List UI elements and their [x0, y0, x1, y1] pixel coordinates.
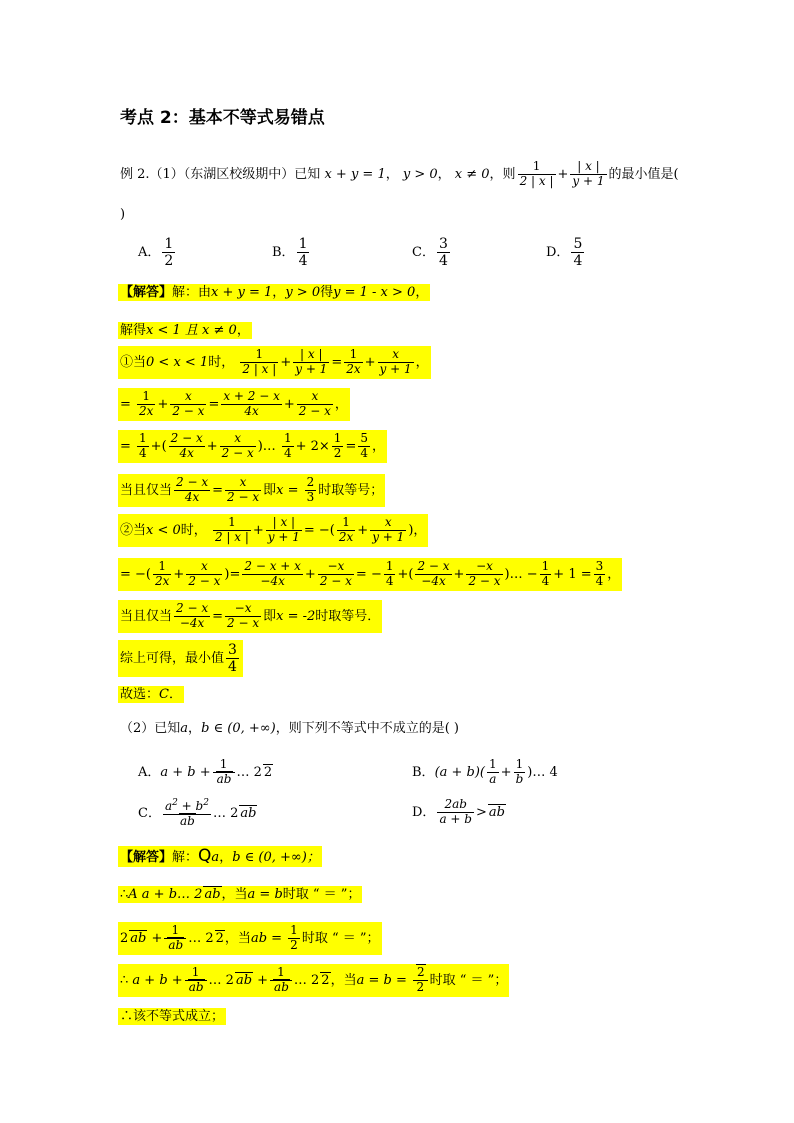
because-symbol: Q — [198, 846, 212, 866]
case1-frac-c: $\frac{1}{2x}$ — [346, 347, 361, 376]
q2-intro: （2）已知 — [120, 721, 181, 736]
c2s2-frac-h: $\frac{1}{4}$ — [541, 559, 550, 588]
case-2-equality: 当且仅当 $\frac{2 - x}{-4x}$ = $\frac{-x}{2 - x}$ 即x = -2时取等号． — [118, 600, 382, 633]
jie-text-2: 解： — [172, 850, 199, 865]
s2l4-frac-a: $\frac{1}{ab}$ — [185, 966, 207, 995]
option-c — [412, 236, 452, 269]
solution-2-line-4: ∴ a + b + $\frac{1}{ab}$ … 2 ab + $\frac{1}{ab}$ … 2 2，当a = b = $\frac{2}{2}$ 时取 “ ＝ ”； — [118, 964, 509, 997]
q2-option-c-letter: C． — [138, 805, 161, 821]
c2s2-frac-g: $\frac{-x}{2 - x}$ — [468, 559, 501, 588]
case-1-step-3: = $\frac{1}{4}$ +( $\frac{2 - x}{4x}$ + $\frac{x}{2 - x}$ )… $\frac{1}{4}$ + 2× $\frac{1}{2}$ = $\frac{5}{4}$ ， — [118, 430, 387, 463]
cond1: a = b — [247, 887, 283, 902]
s2l3-frac-a: $\frac{1}{ab}$ — [164, 924, 186, 953]
c2s2-frac-b: $\frac{x}{2 - x}$ — [188, 559, 221, 588]
section-heading: 考点 2：基本不等式易错点 — [120, 108, 325, 128]
step3-frac-d: $\frac{1}{4}$ — [283, 431, 292, 460]
cond2: ab = — [250, 930, 287, 946]
eq1-ji: 即 — [263, 482, 277, 498]
solution-2-line-1: 【解答】解：Qa，b ∈ (0, +∞)； — [120, 846, 320, 866]
q2-option-a: A．a + b + $\frac{1}{ab}$ … 2 2 — [138, 757, 273, 786]
option-a-value: $\frac{1}{2}$ — [164, 236, 174, 270]
solve-cond: x < 1 且 x ≠ 0 — [146, 323, 237, 338]
case2-frac-b: $\frac{| x |}{y + 1}$ — [267, 515, 300, 544]
example-1-stem: 例 2.（1）（东湖区校级期中）已知 x + y = 1， y > 0， x ≠ 0，则 $\frac{1}{2 | x |}$ + $\frac{| x |}{y + 1}$ 的最小值是( — [120, 159, 679, 188]
choose-letter: C — [159, 687, 169, 702]
case2-frac-a: $\frac{1}{2 | x |}$ — [214, 515, 249, 544]
case1-frac-d: $\frac{x}{y + 1}$ — [379, 347, 412, 376]
then-text: ，则 — [489, 166, 516, 182]
q2b-frac-b: $\frac{1}{b}$ — [515, 757, 524, 786]
eq1-frac-a: $\frac{2 - x}{4x}$ — [176, 475, 209, 504]
case-1-step-2: = $\frac{1}{2x}$ + $\frac{x}{2 - x}$ = $\frac{x + 2 - x}{4x}$ + $\frac{x}{2 - x}$ ， — [118, 388, 350, 421]
eq2-text: 当且仅当 — [120, 608, 173, 624]
eq2-end: 时取等号． — [315, 608, 381, 624]
solution-2-line-2: ∴A a + b… 2 ab，当a = b时取 “ ＝ ”； — [120, 887, 361, 902]
s2-var-a: a — [211, 850, 220, 865]
target-expression-2: $\frac{| x |}{y + 1}$ — [572, 159, 605, 188]
take1: 时取 “ ＝ ”； — [282, 887, 361, 902]
case-1-equality: 当且仅当 $\frac{2 - x}{4x}$ = $\frac{x}{2 - x}$ 即x = $\frac{2}{3}$ 时取等号； — [118, 474, 385, 507]
eq2-frac-a: $\frac{2 - x}{-4x}$ — [176, 601, 209, 630]
eq1-frac-b: $\frac{x}{2 - x}$ — [227, 475, 260, 504]
step3-frac-c: $\frac{x}{2 - x}$ — [221, 431, 254, 460]
case1-label: ①当 — [120, 354, 147, 370]
eq2-ji: 即 — [263, 608, 277, 624]
case-2-step-2: = −( $\frac{1}{2x}$ + $\frac{x}{2 - x}$ )= $\frac{2 - x + x}{-4x}$ + $\frac{-x}{2 - x}$ = − $\frac{1}{4}$ +( $\frac{2 - x}{-4x}$ + $\frac{-x}{2 - x}$ )… − $\frac{1}{4}$ + 1 = $\frac{3}{4}$ ， — [118, 558, 622, 591]
when3: ，当 — [330, 972, 357, 988]
option-d-value: $\frac{5}{4}$ — [573, 236, 583, 270]
q2b-frac-a: $\frac{1}{a}$ — [489, 757, 497, 786]
c2s2-frac-d: $\frac{-x}{2 - x}$ — [319, 559, 352, 588]
q2-var-a: a — [180, 721, 189, 736]
q2-option-d-letter: D． — [412, 804, 436, 820]
summary-text: 综上可得，最小值 — [120, 651, 225, 667]
eq1-end: 时取等号； — [318, 482, 384, 498]
case2-when: 时， — [180, 522, 207, 538]
case2-frac-d: $\frac{x}{y + 1}$ — [372, 515, 405, 544]
solution-2-conclusion: ∴该不等式成立； — [120, 1009, 225, 1024]
option-c-value: $\frac{3}{4}$ — [438, 236, 448, 270]
answer-label-2: 【解答】 — [120, 850, 173, 865]
question-2-stem: （2）已知a，b ∈ (0, +∞)，则下列不等式中不成立的是( ) — [120, 721, 459, 736]
q2-rest: ，则下列不等式中不成立的是( ) — [275, 721, 459, 736]
paren-close: ) — [120, 207, 126, 222]
step2-frac-c: $\frac{x + 2 - x}{4x}$ — [223, 389, 280, 418]
ask-text: 的最小值是( — [608, 166, 679, 182]
option-b-letter: B． — [272, 245, 295, 261]
therefore-2: ∴ — [120, 972, 129, 988]
case-1-line: ①当0 < x < 1时， $\frac{1}{2 | x |}$ + $\frac{| x |}{y + 1}$ = $\frac{1}{2x}$ + $\frac{x}{y + 1}$ ， — [118, 346, 431, 379]
summary-line — [118, 640, 243, 677]
q2-option-c: C． $\frac{a^2 + b^2}{ab}$ … 2 ab — [138, 798, 257, 828]
choose-end: ． — [168, 687, 182, 702]
c2s2-frac-i: $\frac{3}{4}$ — [595, 559, 604, 588]
therefore-1: ∴ — [120, 887, 129, 902]
answer-label: 【解答】 — [120, 285, 173, 300]
case1-frac-b: $\frac{| x |}{y + 1}$ — [295, 347, 328, 376]
example-intro: 例 2.（1）（东湖区校级期中）已知 — [120, 166, 321, 182]
case-2-line: ②当x < 0时， $\frac{1}{2 | x |}$ + $\frac{| x |}{y + 1}$ = −( $\frac{1}{2x}$ + $\frac{x}{y + 1}$ )， — [118, 514, 428, 547]
step3-frac-b: $\frac{2 - x}{4x}$ — [170, 431, 203, 460]
case1-frac-a: $\frac{1}{2 | x |}$ — [242, 347, 277, 376]
summary-value: $\frac{3}{4}$ — [228, 642, 237, 676]
q2-option-a-letter: A． — [138, 764, 161, 780]
eq1-text: 当且仅当 — [120, 482, 173, 498]
y-expr: y = 1 - x > 0 — [333, 285, 416, 300]
eq1-frac-c: $\frac{2}{3}$ — [306, 475, 315, 504]
step2-frac-b: $\frac{x}{2 - x}$ — [172, 389, 205, 418]
c2s2-frac-c: $\frac{2 - x + x}{-4x}$ — [244, 559, 301, 588]
case1-when: 时， — [208, 354, 235, 370]
case2-label: ②当 — [120, 522, 147, 538]
choose-line — [118, 686, 184, 703]
c2s2-frac-f: $\frac{2 - x}{-4x}$ — [417, 559, 450, 588]
eq1-x: x = — [276, 482, 303, 498]
q2-option-b-letter: B． — [412, 764, 435, 780]
q2d-frac: $\frac{2ab}{a + b}$ — [439, 797, 472, 826]
when1: ，当 — [221, 887, 248, 902]
s2l3-frac-b: $\frac{1}{2}$ — [290, 923, 298, 952]
take2: 时取 “ ＝ ”； — [301, 930, 380, 946]
step3-frac-f: $\frac{5}{4}$ — [360, 431, 368, 460]
eq2-x: x = -2 — [276, 608, 316, 624]
option-a-letter: A． — [138, 245, 161, 261]
y-cond: y > 0 — [285, 285, 321, 300]
get-text: 得 — [320, 285, 334, 300]
q2-option-b: B．(a + b)( $\frac{1}{a}$ + $\frac{1}{b}$ )… 4 — [412, 757, 558, 786]
condition-x: x ≠ 0 — [454, 166, 490, 182]
solution-2-line-3: 2 ab + $\frac{1}{ab}$ … 2 2，当ab = $\frac{1}{2}$ 时取 “ ＝ ”； — [118, 922, 382, 955]
condition-sum: x + y = 1 — [324, 166, 386, 182]
target-expression: $\frac{1}{2 | x |}$ — [519, 159, 554, 188]
step2-frac-a: $\frac{1}{2x}$ — [139, 389, 154, 418]
take3: 时取 “ ＝ ”； — [429, 972, 508, 988]
solution-1-line-1: 【解答】解：由x + y = 1，y > 0得y = 1 - x > 0， — [120, 285, 429, 300]
c2s2-frac-e: $\frac{1}{4}$ — [385, 559, 394, 588]
when2: ，当 — [224, 930, 251, 946]
option-b — [272, 236, 311, 269]
case2-cond: x < 0 — [146, 522, 181, 538]
q2-range: b ∈ (0, +∞) — [201, 721, 276, 736]
option-b-value: $\frac{1}{4}$ — [298, 236, 308, 270]
option-c-letter: C． — [412, 245, 435, 261]
solve-text: 解得 — [120, 323, 147, 338]
option-d-letter: D． — [546, 245, 570, 261]
s2-range: b ∈ (0, +∞)； — [232, 850, 320, 865]
step3-frac-e: $\frac{1}{2}$ — [333, 431, 342, 460]
q2c-frac: $\frac{a^2 + b^2}{ab}$ — [164, 798, 209, 828]
case2-frac-c: $\frac{1}{2x}$ — [338, 515, 354, 544]
s2l4-frac-c: $\frac{2}{2}$ — [413, 966, 428, 995]
eq2-frac-b: $\frac{-x}{2 - x}$ — [227, 601, 260, 630]
step3-frac-a: $\frac{1}{4}$ — [139, 431, 147, 460]
condition-y: y > 0 — [402, 166, 438, 182]
c2s2-frac-a: $\frac{1}{2x}$ — [155, 559, 170, 588]
s2l4-frac-b: $\frac{1}{ab}$ — [270, 966, 292, 995]
solution-1-line-2: 解得x < 1 且 x ≠ 0， — [120, 323, 250, 338]
step2-frac-d: $\frac{x}{2 - x}$ — [298, 389, 331, 418]
option-d — [546, 236, 586, 269]
cond3: a = b = — [356, 972, 411, 988]
jie-text: 解：由 — [172, 285, 212, 300]
option-a — [138, 236, 177, 269]
case1-cond: 0 < x < 1 — [146, 354, 209, 370]
choose-text: 故选： — [120, 687, 160, 702]
q2a-frac: $\frac{1}{ab}$ — [213, 758, 235, 787]
q2-option-d: D． $\frac{2ab}{a + b}$ > ab — [412, 797, 505, 826]
sum-cond: x + y = 1 — [211, 285, 273, 300]
